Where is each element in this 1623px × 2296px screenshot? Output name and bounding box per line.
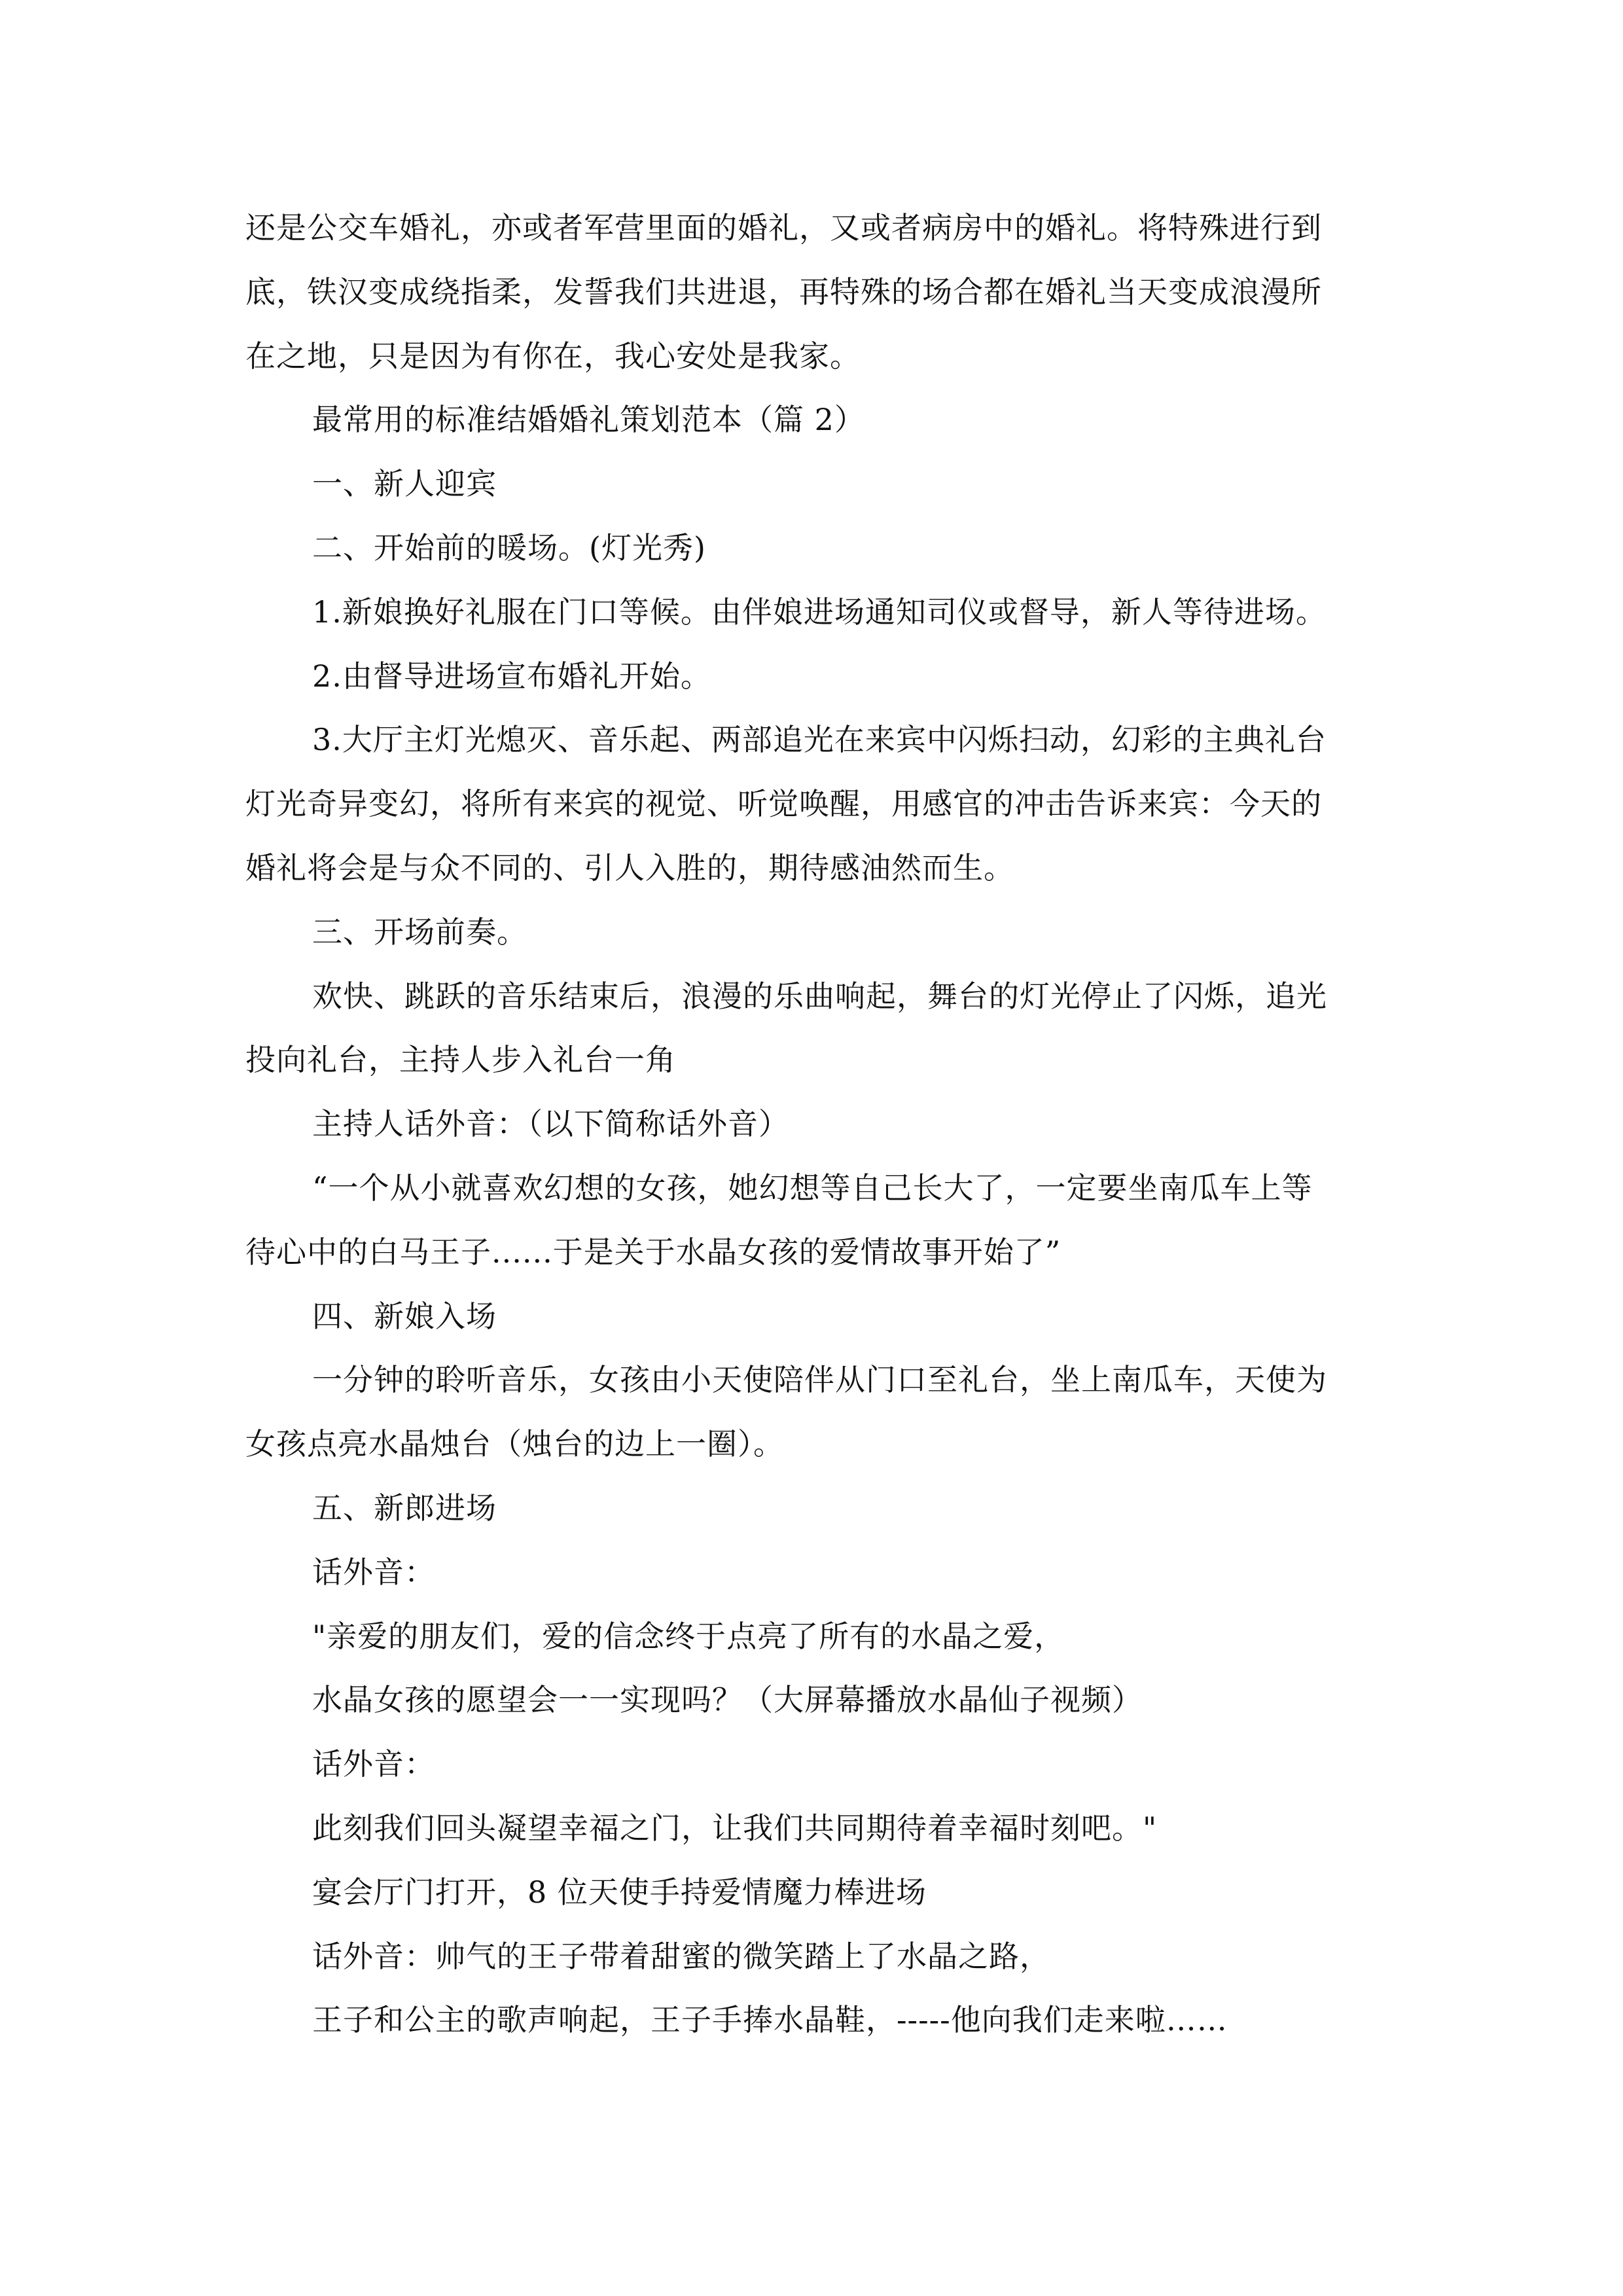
section-heading: 四、新娘入场	[312, 1298, 497, 1334]
text-line: 投向礼台，主持人步入礼台一角	[245, 1042, 676, 1078]
section-heading: 二、开始前的暖场。(灯光秀)	[312, 529, 706, 565]
section-heading: 一、新人迎宾	[312, 466, 497, 502]
section-heading: 五、新郎进场	[312, 1490, 497, 1526]
text-line: 水晶女孩的愿望会一一实现吗？（大屏幕播放水晶仙子视频）	[312, 1682, 1143, 1718]
section-heading: 三、开场前奏。	[312, 914, 527, 950]
text-line: 待心中的白马王子......于是关于水晶女孩的爱情故事开始了”	[245, 1234, 1061, 1270]
text-line: 一分钟的聆听音乐，女孩由小天使陪伴从门口至礼台，坐上南瓜车，天使为	[312, 1362, 1327, 1398]
text-line: 灯光奇异变幻，将所有来宾的视觉、听觉唤醒，用感官的冲击告诉来宾：今天的	[245, 786, 1322, 822]
text-line: 底，铁汉变成绕指柔，发誓我们共进退，再特殊的场合都在婚礼当天变成浪漫所	[245, 274, 1322, 310]
text-line: 话外音：	[312, 1746, 435, 1782]
text-line: 宴会厅门打开，8 位天使手持爱情魔力棒进场	[312, 1874, 927, 1910]
text-line: 王子和公主的歌声响起，王子手捧水晶鞋，-----他向我们走来啦……	[312, 2002, 1228, 2038]
text-line: 婚礼将会是与众不同的、引人入胜的，期待感油然而生。	[245, 850, 1014, 886]
text-line: 女孩点亮水晶烛台（烛台的边上一圈）。	[245, 1426, 784, 1462]
text-line: 在之地，只是因为有你在，我心安处是我家。	[245, 338, 861, 374]
document-body	[245, 196, 1397, 2053]
text-line: 1.新娘换好礼服在门口等候。由伴娘进场通知司仪或督导，新人等待进场。	[312, 594, 1327, 630]
section-heading: 最常用的标准结婚婚礼策划范本（篇 2）	[312, 402, 865, 438]
text-line: 欢快、跳跃的音乐结束后，浪漫的乐曲响起，舞台的灯光停止了闪烁，追光	[312, 978, 1327, 1014]
text-line: 话外音：	[312, 1554, 435, 1590]
text-line: "亲爱的朋友们，爱的信念终于点亮了所有的水晶之爱，	[312, 1618, 1065, 1654]
text-line: 还是公交车婚礼，亦或者军营里面的婚礼，又或者病房中的婚礼。将特殊进行到	[245, 210, 1322, 245]
text-line: “一个从小就喜欢幻想的女孩，她幻想等自己长大了，一定要坐南瓜车上等	[312, 1170, 1313, 1206]
text-line: 2.由督导进场宣布婚礼开始。	[312, 658, 711, 694]
text-line: 主持人话外音：（以下简称话外音）	[312, 1106, 789, 1142]
text-line: 话外音：帅气的王子带着甜蜜的微笑踏上了水晶之路，	[312, 1938, 1050, 1974]
text-line: 3.大厅主灯光熄灭、音乐起、两部追光在来宾中闪烁扫动，幻彩的主典礼台	[312, 722, 1327, 758]
text-line: 此刻我们回头凝望幸福之门，让我们共同期待着幸福时刻吧。"	[312, 1810, 1158, 1846]
